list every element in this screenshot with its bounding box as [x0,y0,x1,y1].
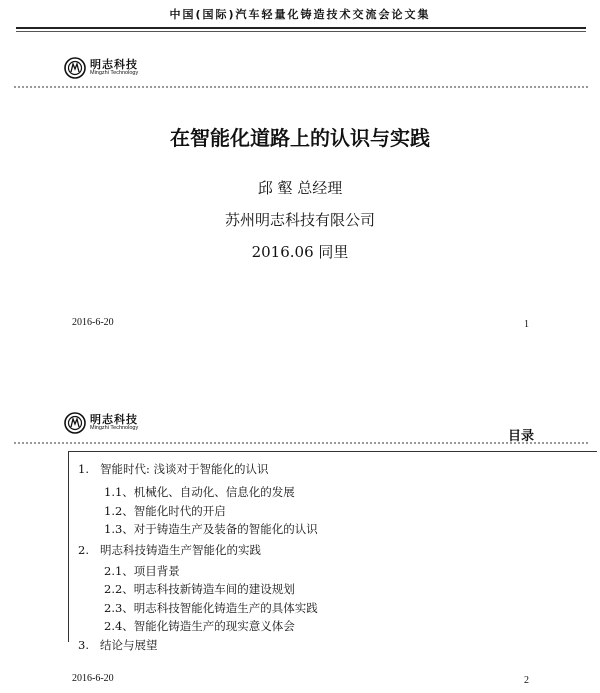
toc-item-3: 3. 结论与展望 [78,638,158,652]
slide2-divider [14,442,588,444]
slide2-page-number: 2 [524,675,529,686]
company-logo-icon [64,57,86,79]
header-rule-thin [16,31,586,32]
document-header-title: 中国(国际)汽车轻量化铸造技术交流会论文集 [169,8,431,21]
slide2-footer-date: 2016-6-20 [72,673,114,684]
company-name: 苏州明志科技有限公司 [224,211,375,229]
toc-subitem: 1.2、智能化时代的开启 [104,504,226,518]
toc-item-1: 1. 智能时代: 浅谈对于智能化的认识 [78,462,269,476]
toc-item-2: 2. 明志科技铸造生产智能化的实践 [78,543,261,557]
header-rule [16,27,586,29]
logo-name-en: Mingzhi Technology [90,70,139,77]
slide1-title: 在智能化道路上的认识与实践 [170,126,430,150]
company-logo-2 [64,412,138,434]
presenter-name: 邱 壑 总经理 [257,179,343,197]
toc-heading: 目录 [508,429,535,444]
slide1-divider [14,86,588,88]
toc-subitem: 2.1、项目背景 [104,564,180,578]
logo-name-cn: 明志科技 [90,58,138,72]
logo-name-cn: 明志科技 [90,413,138,427]
company-logo-icon [64,412,86,434]
slide1-footer-date: 2016-6-20 [72,317,114,328]
logo-name-en: Mingzhi Technology [90,425,139,432]
toc-subitem: 2.2、明志科技新铸造车间的建设规划 [104,582,295,596]
toc-subitem: 1.1、机械化、自动化、信息化的发展 [104,485,295,499]
company-logo [64,57,138,79]
toc-subitem: 1.3、对于铸造生产及装备的智能化的认识 [104,522,318,536]
toc-subitem: 2.3、明志科技智能化铸造生产的具体实践 [104,601,318,615]
date-place: 2016.06 同里 [251,243,349,261]
toc-subitem: 2.4、智能化铸造生产的现实意义体会 [104,619,295,633]
slide1-page-number: 1 [524,319,529,330]
